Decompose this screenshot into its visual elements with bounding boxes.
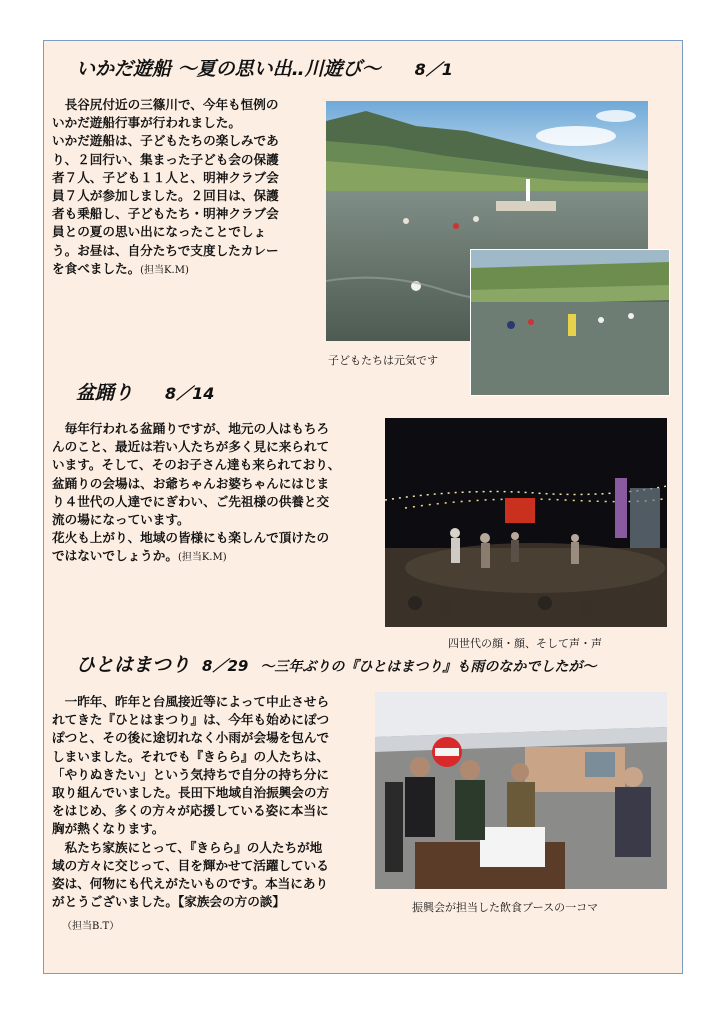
section1-heading [76,54,453,81]
section3-body: 一昨年、昨年と台風接近等によって中止させら れてきた『ひとはまつり』は、今年も始めにぽつ ぽつと、その後に途切れなく小雨が会場を包んで しまいました。それでも『きらら』の人たちは、 「やりぬきたい」という気持ちで自分の持ち分に 取り組んでいました。長田下地域自治振興会の方 をはじめ、多くの方々が応援している姿に本当に 胸が熱くなります。 私たち家族にとって、『きらら』の人たちが地 域の方々に交じって、目を輝かせて活躍している 姿は、何物にも代えがたいものです。本当にあり がとうございました。【家族会の方の談】 [52,694,330,910]
hitoha-festival-photo [375,692,667,889]
section3-heading [76,650,596,677]
section3-caption: 振興会が担当した飲食ブースの一コマ [412,901,599,914]
section1-caption: 子どもたちは元気です [328,354,438,367]
section3-date: 8／29 [202,657,249,675]
bon-odori-photo [385,418,667,627]
section1-date: 8／1 [414,60,453,79]
river-inset-photo [470,249,670,396]
section2-date: 8／14 [165,384,215,403]
section1-body [52,96,324,280]
section1-title: いかだ遊船 ～夏の思い出‥川遊び～ [76,58,381,80]
section2-credit: (担当K.M) [177,552,227,564]
section3-credit: （担当B.T） [62,921,120,932]
section3-title: ひとはまつり [76,654,191,676]
section1-credit: (担当K.M) [140,264,189,276]
section2-title: 盆踊り [76,382,134,404]
section1-body-text: 長谷尻付近の三篠川で、今年も恒例の いかだ遊船行事が行われました。 いかだ遊船は、子どもたちの楽しみであ り、２回行い、集まった子ども会の保護 者７人、子ども１１人と、明神クラブ会 員７人が参加しました。２回目は、保護 者も乗船し、子どもたち・明神クラブ会 員との夏の思い出になったことでしょ う。お昼は、自分たちで支度したカレー を食べました。 [52,97,279,276]
section2-body-text: 毎年行われる盆踊りですが、地元の人はもちろ んのこと、最近は若い人たちが多く見に来られて います。そして、そのお子さん達も来られており、 盆踊りの会場は、お爺ちゃんお婆ちゃんにはじま り４世代の人達でにぎわい、ご先祖様の供養と交 流の場になっています。 花火も上がり、地域の皆様にも楽しんで頂けたの ではないでしょうか。 [52,421,341,564]
section2-heading [76,378,214,405]
section3-subtitle: ～三年ぶりの『ひとはまつり』も雨のなかでしたが～ [260,659,597,675]
section2-caption: 四世代の顔・顔、そして声・声 [448,637,602,650]
section2-body [52,420,382,568]
